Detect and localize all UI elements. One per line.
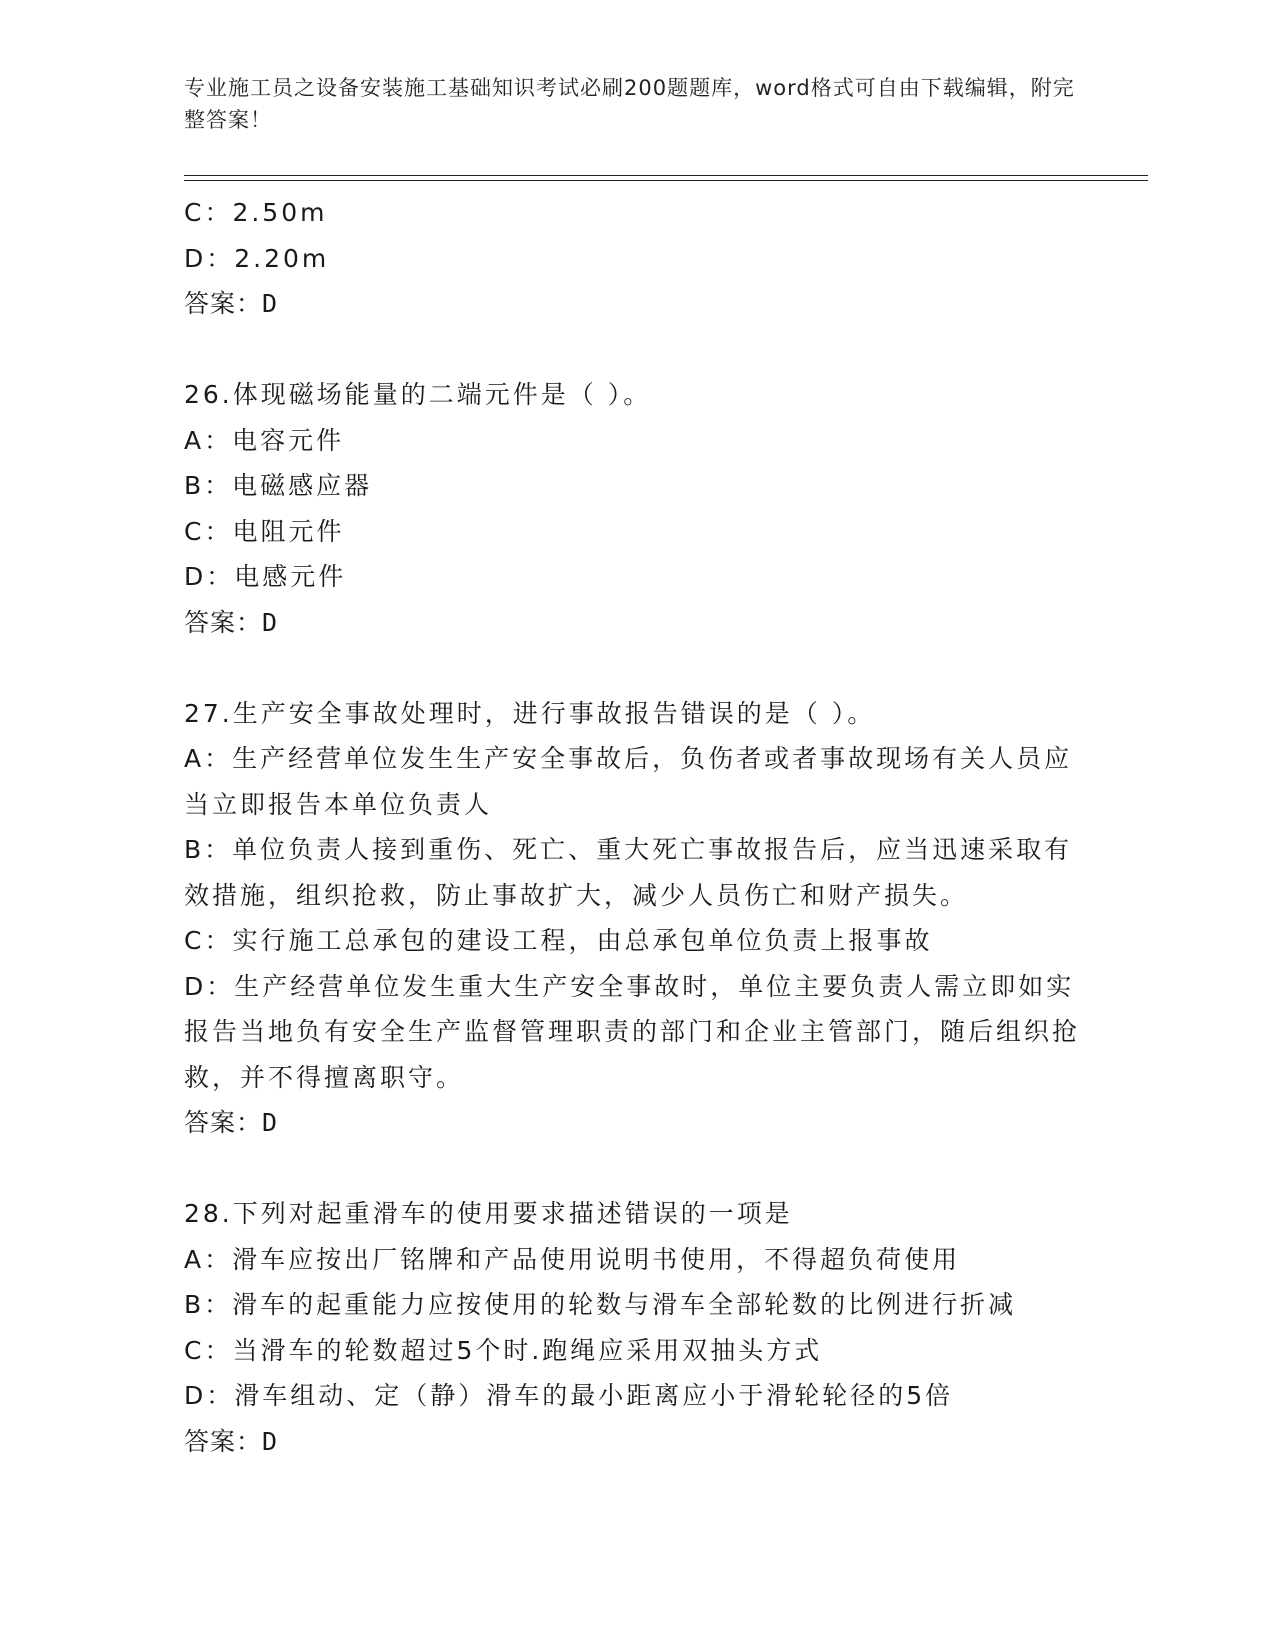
question-content [184, 190, 1084, 1464]
question-block [184, 372, 1084, 645]
option-line: B：滑车的起重能力应按使用的轮数与滑车全部轮数的比例进行折减 [184, 1290, 1017, 1319]
spacer [184, 1146, 1084, 1192]
question-stem: 26.体现磁场能量的二端元件是（ ）。 [184, 380, 652, 409]
option-line: C：实行施工总承包的建设工程，由总承包单位负责上报事故 [184, 926, 933, 955]
answer-value: D [262, 1108, 279, 1137]
option-line: A：生产经营单位发生生产安全事故后，负伤者或者事故现场有关人员应当立即报告本单位负责人 [184, 744, 1073, 819]
option-line: C：电阻元件 [184, 516, 345, 546]
answer-line [184, 1419, 1084, 1465]
answer-value: D [262, 289, 279, 318]
answer-label: 答案： [184, 1426, 263, 1456]
option-line: C：2.50m [184, 198, 328, 227]
option-line: A：电容元件 [184, 425, 345, 455]
answer-label: 答案： [184, 1108, 263, 1137]
answer-label: 答案： [184, 289, 263, 318]
answer-line [184, 600, 1084, 646]
spacer [184, 645, 1084, 691]
question-stem: 28.下列对起重滑车的使用要求描述错误的一项是 [184, 1199, 793, 1228]
answer-value: D [262, 607, 279, 637]
option-line: D：电感元件 [184, 562, 347, 591]
document-header: 专业施工员之设备安装施工基础知识考试必刷200题题库，word格式可自由下载编辑，附完整答案！ [184, 76, 1075, 132]
option-line: D：滑车组动、定（静）滑车的最小距离应小于滑轮轮径的5倍 [184, 1381, 954, 1410]
answer-line [184, 281, 1084, 327]
answer-value: D [262, 1426, 279, 1456]
question-stem: 27.生产安全事故处理时，进行事故报告错误的是（ ）。 [184, 698, 876, 728]
option-line: C：当滑车的轮数超过5个时.跑绳应采用双抽头方式 [184, 1335, 823, 1365]
option-line: A：滑车应按出厂铭牌和产品使用说明书使用，不得超负荷使用 [184, 1244, 961, 1274]
option-line: D：生产经营单位发生重大生产安全事故时，单位主要负责人需立即如实报告当地负有安全生产监督管理职责的部门和企业主管部门，随后组织抢救，并不得擅离职守。 [184, 971, 1081, 1092]
answer-label: 答案： [184, 607, 263, 637]
option-line: B：电磁感应器 [184, 471, 373, 500]
option-line: D：2.20m [184, 243, 330, 273]
question-block [184, 1191, 1084, 1464]
header-divider-bottom [184, 180, 1148, 181]
spacer [184, 327, 1084, 373]
answer-line [184, 1100, 1084, 1146]
header-divider-top [184, 175, 1148, 176]
question-block [184, 691, 1084, 1146]
option-line: B：单位负责人接到重伤、死亡、重大死亡事故报告后，应当迅速采取有效措施，组织抢救，防止事故扩大，减少人员伤亡和财产损失。 [184, 835, 1073, 910]
